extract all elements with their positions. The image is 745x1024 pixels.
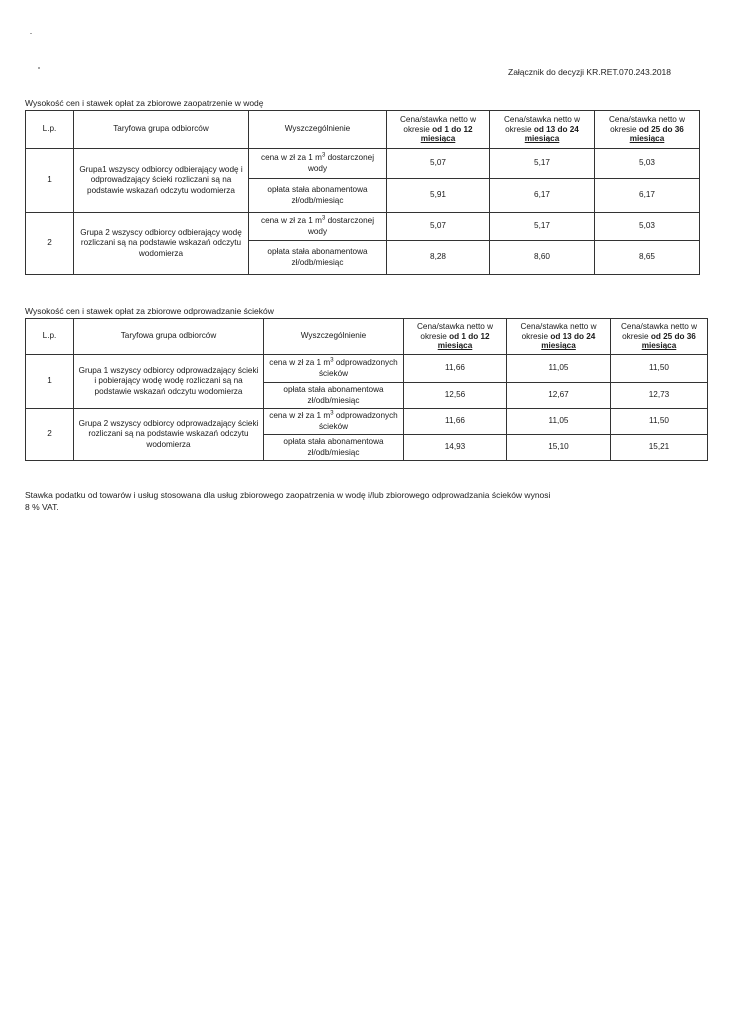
table-header-row (26, 319, 708, 355)
sewage-section-title: Wysokość cen i stawek opłat za zbiorowe odprowadzanie ścieków (25, 306, 274, 316)
value-cell: 11,05 (507, 409, 611, 435)
value-cell: 5,03 (595, 213, 700, 241)
value-cell: 5,03 (595, 149, 700, 179)
value-cell: 5,07 (387, 149, 490, 179)
lp-header: L.p. (26, 111, 74, 149)
group-header: Taryfowa grupa odbiorców (74, 111, 249, 149)
spec-header: Wyszczególnienie (264, 319, 404, 355)
period-1-header: Cena/stawka netto w okresie od 1 do 12 miesiąca (387, 111, 490, 149)
period-3-header: Cena/stawka netto w okresie od 25 do 36 miesiąca (611, 319, 708, 355)
table-row (26, 355, 708, 383)
value-cell: 12,73 (611, 383, 708, 409)
value-cell: 11,66 (404, 409, 507, 435)
vat-note (25, 489, 645, 514)
spec-cell: opłata stała abonamentowa zł/odb/miesiąc (249, 179, 387, 213)
spec-cell: cena w zł za 1 $m^3$ dostarczonej wody (249, 149, 387, 179)
value-cell: 8,60 (490, 241, 595, 275)
table-row (26, 409, 708, 435)
group-cell: Grupa1 wszyscy odbiorcy odbierający wodę i odprowadzający ścieki rozliczani są na podstawie wskazań odczytu wodomierza (74, 149, 249, 213)
spec-cell: opłata stała abonamentowa zł/odb/miesiąc (249, 241, 387, 275)
lp-cell: 2 (26, 409, 74, 461)
water-tariff-table (25, 110, 700, 275)
decision-reference: Załącznik do decyzji KR.RET.070.243.2018 (508, 67, 672, 77)
spec-cell: opłata stała abonamentowa zł/odb/miesiąc (264, 435, 404, 461)
value-cell: 5,17 (490, 213, 595, 241)
value-cell: 11,50 (611, 355, 708, 383)
lp-cell: 1 (26, 355, 74, 409)
value-cell: 8,28 (387, 241, 490, 275)
lp-header: L.p. (26, 319, 74, 355)
value-cell: 14,93 (404, 435, 507, 461)
spec-cell: opłata stała abonamentowa zł/odb/miesiąc (264, 383, 404, 409)
value-cell: 11,50 (611, 409, 708, 435)
period-1-header: Cena/stawka netto w okresie od 1 do 12 miesiąca (404, 319, 507, 355)
lp-cell: 1 (26, 149, 74, 213)
value-cell: 6,17 (490, 179, 595, 213)
period-2-header: Cena/stawka netto w okresie od 13 do 24 miesiąca (507, 319, 611, 355)
value-cell: 5,17 (490, 149, 595, 179)
group-header: Taryfowa grupa odbiorców (74, 319, 264, 355)
lp-cell: 2 (26, 213, 74, 275)
table-row (26, 149, 700, 179)
spec-header: Wyszczególnienie (249, 111, 387, 149)
vat-rate: 8 % VAT. (25, 502, 59, 513)
spec-cell: cena w zł za 1 $m^3$ dostarczonej wody (249, 213, 387, 241)
spec-cell: cena w zł za 1 $m^3$ odprowadzonych ścieków (264, 355, 404, 383)
value-cell: 11,66 (404, 355, 507, 383)
value-cell: 11,05 (507, 355, 611, 383)
period-2-header: Cena/stawka netto w okresie od 13 do 24 miesiąca (490, 111, 595, 149)
group-cell: Grupa 1 wszyscy odbiorcy odprowadzający ścieki i pobierający wodę wodę rozliczani są na podstawie wskazań odczytu wodomierza (74, 355, 264, 409)
vat-note-line: Stawka podatku od towarów i usług stosowana dla usług zbiorowego zaopatrzenia w wodę i/lub zbiorowego odprowadzania ścieków wynosi (25, 490, 551, 500)
spec-cell: cena w zł za 1 $m^3$ odprowadzonych ścieków (264, 409, 404, 435)
value-cell: 12,67 (507, 383, 611, 409)
value-cell: 15,10 (507, 435, 611, 461)
value-cell: 12,56 (404, 383, 507, 409)
table-header-row (26, 111, 700, 149)
scan-speck (38, 67, 40, 69)
table-row (26, 213, 700, 241)
group-cell: Grupa 2 wszyscy odbiorcy odbierający wodę rozliczani są na podstawie wskazań odczytu wodomierza (74, 213, 249, 275)
sewage-tariff-table (25, 318, 708, 461)
value-cell: 15,21 (611, 435, 708, 461)
value-cell: 8,65 (595, 241, 700, 275)
period-3-header: Cena/stawka netto w okresie od 25 do 36 miesiąca (595, 111, 700, 149)
group-cell: Grupa 2 wszyscy odbiorcy odprowadzający ścieki rozliczani są na podstawie wskazań odczytu wodomierza (74, 409, 264, 461)
value-cell: 6,17 (595, 179, 700, 213)
value-cell: 5,07 (387, 213, 490, 241)
water-section-title: Wysokość cen i stawek opłat za zbiorowe zaopatrzenie w wodę (25, 98, 264, 108)
value-cell: 5,91 (387, 179, 490, 213)
scan-speck (30, 33, 32, 34)
